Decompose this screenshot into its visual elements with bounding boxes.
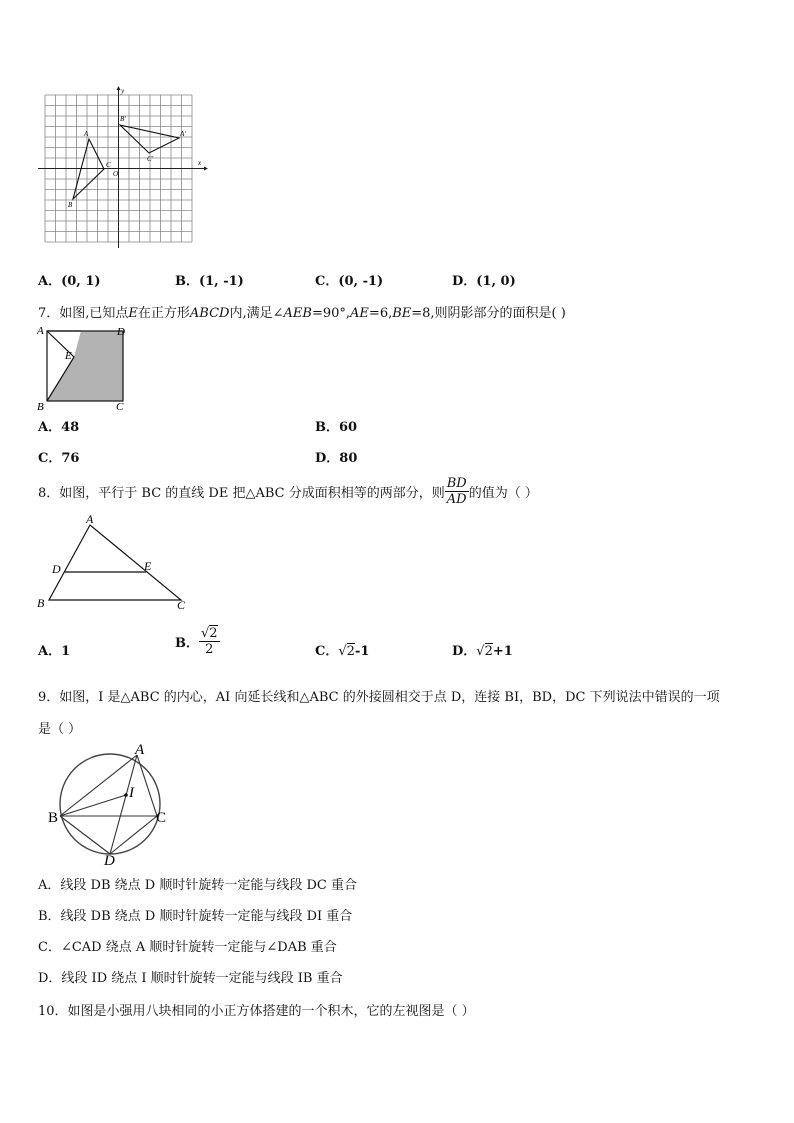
q9-label-i: I — [129, 785, 134, 801]
q8-fraction-denominator: AD — [446, 492, 467, 507]
q7-label-c: C — [116, 401, 124, 413]
q6-label-c-prime: C' — [147, 155, 154, 163]
q8-label-a: A — [86, 512, 94, 526]
q7-stem-abcd: ABCD — [189, 306, 230, 321]
q6-label-y: y — [121, 87, 125, 95]
q7-label-a: A — [37, 325, 44, 337]
q7-stem-part: 内,满足∠ — [229, 306, 284, 321]
q7-stem-aeb: AEB — [283, 306, 312, 321]
q9-label-b: B — [48, 810, 59, 826]
q8-option-a: A．1 — [38, 644, 71, 659]
q8-label-d: D — [52, 562, 61, 576]
q6-label-a: A — [84, 130, 89, 138]
q7-stem-part: =90°, — [311, 306, 351, 321]
q8-option-b-denominator: 2 — [205, 642, 214, 657]
q8-option-d-radicand: 2 — [484, 644, 493, 659]
q8-option-b-fraction — [199, 626, 220, 657]
q7-option-a: A．48 — [38, 420, 80, 435]
q8-option-c-prefix: C． — [315, 644, 339, 659]
q7-stem-part: =8,则阴影部分的面积是( ) — [411, 306, 566, 321]
q6-option-d: D．(1, 0) — [452, 274, 516, 289]
q8-stem-part: 的值为（ ） — [468, 486, 538, 501]
q9-label-a: A — [135, 742, 145, 758]
q6-x-arrow — [204, 167, 208, 171]
q7-stem — [38, 302, 566, 321]
q7-stem-part: 7．如图,已知点 — [38, 306, 129, 321]
q7-option-b: B．60 — [315, 420, 358, 435]
q8-fraction — [445, 476, 469, 507]
q6-label-origin: O — [113, 170, 119, 178]
q6-label-c: C — [106, 161, 111, 169]
q8-option-c — [315, 640, 369, 659]
q9-stem-line1: 9．如图，I 是△ABC 的内心，AI 向延长线和△ABC 的外接圆相交于点 D，连接 BI，BD，DC 下列说法中错误的一项 — [38, 690, 720, 705]
q7-stem-part: =6, — [368, 306, 393, 321]
q8-label-b: B — [37, 596, 45, 610]
q9-stem-line2: 是（ ） — [38, 722, 82, 737]
q8-option-c-radicand: 2 — [346, 644, 355, 659]
sqrt-icon: √ — [201, 626, 210, 641]
q8-option-b-prefix: B． — [175, 636, 199, 651]
q6-label-a-prime: A' — [180, 130, 186, 138]
q9-circle-figure — [40, 742, 180, 866]
q6-y-arrow — [117, 86, 121, 90]
q8-option-d-suffix: +1 — [492, 644, 513, 659]
q6-option-a: A．(0, 1) — [38, 274, 101, 289]
q8-option-c-suffix: -1 — [354, 644, 370, 659]
q8-triangle-abc — [49, 525, 181, 600]
q8-label-e: E — [144, 559, 152, 573]
q8-option-d-prefix: D． — [452, 644, 477, 659]
q9-option-a: A．线段 DB 绕点 D 顺时针旋转一定能与线段 DC 重合 — [38, 878, 357, 893]
q9-option-c: C．∠CAD 绕点 A 顺时针旋转一定能与∠DAB 重合 — [38, 940, 337, 955]
q6-label-b: B — [68, 201, 73, 209]
q9-label-c: C — [156, 810, 167, 826]
q9-incenter-point — [124, 793, 128, 797]
q8-option-b-numerator — [199, 626, 220, 642]
q6-option-b: B．(1, -1) — [175, 274, 244, 289]
q6-label-b-prime: B' — [120, 115, 126, 123]
q8-stem-part: 8．如图，平行于 BC 的直线 DE 把△ABC 分成面积相等的两部分，则 — [38, 486, 445, 501]
q7-option-c: C．76 — [38, 451, 80, 466]
q8-triangle-figure — [34, 512, 190, 612]
q8-fraction-numerator: BD — [446, 476, 467, 491]
q8-stem — [38, 476, 538, 507]
sqrt-icon: √ — [476, 644, 485, 659]
q6-grid-figure — [36, 86, 212, 252]
q7-stem-be: BE — [392, 306, 412, 321]
q7-label-d: D — [117, 326, 125, 338]
q7-stem-ae: AE — [350, 306, 369, 321]
q8-option-b — [175, 626, 220, 657]
q7-option-d: D．80 — [315, 451, 358, 466]
q8-option-b-radicand: 2 — [209, 626, 218, 641]
q10-stem: 10．如图是小强用八块相同的小正方体搭建的一个积木，它的左视图是（ ） — [38, 1004, 475, 1019]
q7-stem-part: 在正方形 — [137, 306, 190, 321]
q9-label-d: D — [104, 853, 115, 866]
q6-option-c: C．(0, -1) — [315, 274, 384, 289]
q9-option-b: B．线段 DB 绕点 D 顺时针旋转一定能与线段 DI 重合 — [38, 909, 353, 924]
q7-label-b: B — [37, 401, 44, 413]
q6-label-x: x — [198, 159, 202, 167]
q8-option-d — [452, 640, 513, 659]
q8-label-c: C — [177, 598, 186, 612]
q7-label-e: E — [65, 350, 72, 362]
sqrt-icon: √ — [338, 644, 347, 659]
q7-stem-e: E — [128, 306, 138, 321]
q9-option-d: D．线段 ID 绕点 I 顺时针旋转一定能与线段 IB 重合 — [38, 971, 343, 986]
q7-square-figure — [34, 322, 134, 414]
